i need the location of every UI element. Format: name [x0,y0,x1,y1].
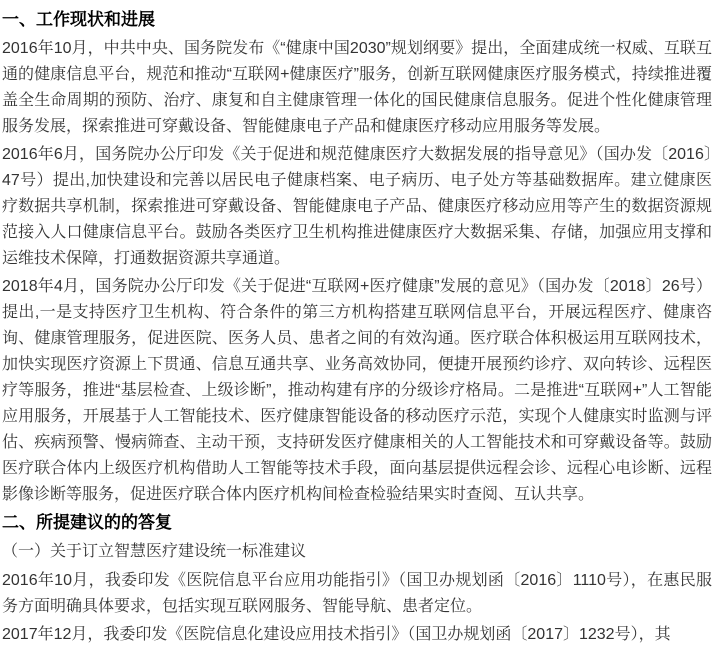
paragraph-sub-item-unified-standard: （一）关于订立智慧医疗建设统一标准建议 [2,543,307,560]
paragraph-2016-06-big-data-guidance: 2016年6月，国务院办公厅印发《关于促进和规范健康医疗大数据发展的指导意见》（国办发〔2016〕47号）提出,加快建设和完善以居民电子健康档案、电子病历、电子处方等基础数据库。建立健康医疗数据共享机制，探索推进可穿戴设备、智能健康电子产品、健康医疗移动应用等产生的数据资源规范接入人口健康信息平台。鼓励各类医疗卫生机构推进健康医疗大数据采集、存储，加强应用支撑和运维技术保障，打通数据资源共享通道。 [2,146,712,267]
section-heading-work-status: 一、工作现状和进展 [2,10,155,29]
paragraph-2016-10-healthy-china-2030: 2016年10月，中共中央、国务院发布《“健康中国2030”规划纲要》提出，全面建成统一权威、互联互通的健康信息平台，规范和推动“互联网+健康医疗”服务，创新互联网健康医疗服务模式，持续推进覆盖全生命周期的预防、治疗、康复和自主健康管理一体化的国民健康信息服务。促进个性化健康管理服务发展，探索推进可穿戴设备、智能健康电子产品和健康医疗移动应用服务等发展。 [2,40,712,135]
paragraph-2018-04-internet-plus-healthcare: 2018年4月，国务院办公厅印发《关于促进“互联网+医疗健康”发展的意见》（国办发〔2018〕26号）提出,一是支持医疗卫生机构、符合条件的第三方机构搭建互联网信息平台，开展远程医疗、健康咨询、健康管理服务，促进医院、医务人员、患者之间的有效沟通。医疗联合体积极运用互联网技术，加快实现医疗资源上下贯通、信息互通共享、业务高效协同，便捷开展预约诊疗、双向转诊、远程医疗等服务，推进“基层检查、上级诊断”，推动构建有序的分级诊疗格局。二是推进“互联网+”人工智能应用服务，开展基于人工智能技术、医疗健康智能设备的移动医疗示范，实现个人健康实时监测与评估、疾病预警、慢病筛查、主动干预，支持研发医疗健康相关的人工智能技术和可穿戴设备等。鼓励医疗联合体内上级医疗机构借助人工智能等技术手段，面向基层提供远程会诊、远程心电诊断、远程影像诊断等服务，促进医疗联合体内医疗机构间检查检验结果实时查阅、互认共享。 [2,278,712,503]
section-heading-reply-to-suggestions: 二、所提建议的的答复 [2,513,172,532]
paragraph-2016-10-hospital-platform-guide: 2016年10月，我委印发《医院信息平台应用功能指引》（国卫办规划函〔2016〕1110号），在惠民服务方面明确具体要求，包括实现互联网服务、智能导航、患者定位。 [2,572,712,615]
paragraph-2017-12-hospital-it-guide: 2017年12月，我委印发《医院信息化建设应用技术指引》（国卫办规划函〔2017〕1232号），其 [2,626,671,643]
